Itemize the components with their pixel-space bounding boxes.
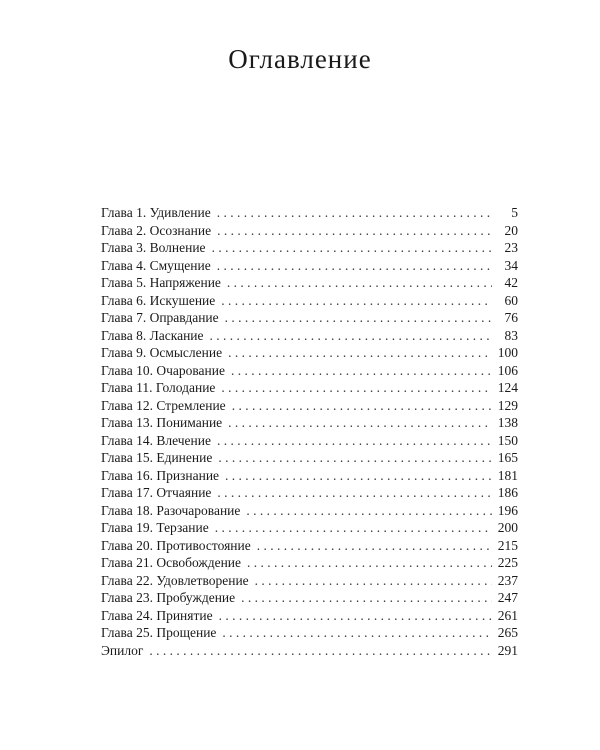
toc-entry	[101, 274, 518, 292]
toc-entry-page: 34	[504, 257, 518, 273]
toc-entry-title: Глава 17. Отчаяние	[101, 485, 212, 500]
toc-entry-title: Эпилог	[101, 642, 144, 658]
toc-entry-page: 83	[504, 327, 518, 343]
toc-entry	[101, 292, 518, 310]
toc-entry-title: Глава 24. Принятие	[101, 607, 213, 623]
toc-entry	[101, 204, 518, 222]
toc-entry-title: Глава 14. Влечение	[101, 432, 211, 448]
toc-entry-title: Глава 13. Понимание	[101, 415, 223, 430]
toc-leader-dots	[225, 309, 492, 327]
toc-entry-title: Глава 23. Пробуждение	[101, 590, 236, 605]
toc-entry-page: 100	[497, 345, 518, 360]
toc-entry	[101, 502, 518, 520]
toc-entry-page: 23	[504, 240, 518, 255]
toc-entry	[101, 257, 518, 275]
toc-leader-dots	[222, 624, 492, 642]
toc-leader-dots	[232, 397, 492, 415]
toc-entry-epilogue	[101, 642, 518, 660]
toc-entry	[101, 239, 518, 257]
page-title: Оглавление	[228, 44, 372, 74]
toc-entry	[101, 519, 518, 537]
toc-entry-title: Глава 16. Признание	[101, 467, 220, 483]
toc-entry-title: Глава 1. Удивление	[101, 205, 211, 220]
toc-entry-page: 200	[497, 520, 518, 535]
toc-entry-title: Глава 20. Противостояние	[101, 537, 251, 553]
toc-entry-title: Глава 15. Единение	[101, 450, 213, 465]
toc-entry	[101, 467, 518, 485]
toc-leader-dots	[227, 274, 492, 292]
toc-entry-page: 291	[497, 642, 518, 658]
toc-leader-dots	[241, 589, 492, 607]
toc-entry	[101, 344, 518, 362]
toc-entry	[101, 624, 518, 642]
toc-leader-dots	[228, 344, 492, 362]
toc-entry	[101, 589, 518, 607]
toc-entry-title: Глава 12. Стремление	[101, 397, 226, 413]
toc-entry-title: Глава 18. Разочарование	[101, 502, 241, 518]
toc-leader-dots	[217, 484, 492, 502]
toc-entry-page: 124	[497, 380, 518, 395]
toc-entry	[101, 222, 518, 240]
toc-leader-dots	[246, 502, 492, 520]
toc-leader-dots	[217, 204, 492, 222]
toc-entry	[101, 362, 518, 380]
toc-entry-page: 265	[497, 625, 518, 640]
toc-entry-title: Глава 11. Голодание	[101, 380, 216, 395]
toc-entry-title: Глава 3. Волнение	[101, 240, 206, 255]
toc-entry-title: Глава 2. Осознание	[101, 222, 212, 238]
toc-entry-page: 60	[504, 292, 518, 308]
toc-leader-dots	[228, 414, 492, 432]
toc-entry-page: 181	[497, 467, 518, 483]
toc-entry-title: Глава 4. Смущение	[101, 257, 211, 273]
toc-entry-title: Глава 21. Освобождение	[101, 555, 242, 570]
toc-entry-title: Глава 19. Терзание	[101, 520, 209, 535]
toc-entry-page: 165	[497, 450, 518, 465]
toc-entry-page: 150	[497, 432, 518, 448]
toc-entry-title: Глава 9. Осмысление	[101, 345, 223, 360]
toc-leader-dots	[217, 257, 492, 275]
toc-entry	[101, 397, 518, 415]
toc-leader-dots	[215, 519, 492, 537]
toc-leader-dots	[257, 537, 492, 555]
toc-leader-dots	[255, 572, 492, 590]
toc-entry	[101, 572, 518, 590]
toc-entry-title: Глава 7. Оправдание	[101, 310, 219, 325]
table-of-contents	[101, 204, 518, 659]
toc-entry-page: 76	[504, 310, 518, 325]
toc-leader-dots	[217, 222, 492, 240]
toc-entry-page: 20	[504, 222, 518, 238]
toc-entry	[101, 432, 518, 450]
toc-entry-page: 106	[497, 362, 518, 378]
toc-entry-title: Глава 10. Очарование	[101, 362, 225, 378]
toc-entry-page: 215	[497, 537, 518, 553]
toc-entry-page: 237	[497, 572, 518, 588]
toc-leader-dots	[212, 239, 492, 257]
toc-entry-page: 196	[497, 502, 518, 518]
toc-entry	[101, 484, 518, 502]
toc-leader-dots	[225, 467, 492, 485]
toc-entry	[101, 607, 518, 625]
toc-entry	[101, 554, 518, 572]
toc-leader-dots	[247, 554, 492, 572]
toc-leader-dots	[149, 642, 492, 660]
toc-leader-dots	[217, 432, 492, 450]
toc-entry	[101, 537, 518, 555]
toc-entry	[101, 414, 518, 432]
toc-entry	[101, 309, 518, 327]
toc-entry-page: 225	[497, 555, 518, 570]
toc-entry-page: 5	[511, 205, 518, 220]
toc-entry-title: Глава 8. Ласкание	[101, 327, 204, 343]
toc-entry	[101, 379, 518, 397]
toc-leader-dots	[221, 292, 492, 310]
toc-entry-title: Глава 22. Удовлетворение	[101, 572, 249, 588]
toc-entry-page: 247	[497, 590, 518, 605]
toc-entry-page: 129	[497, 397, 518, 413]
toc-entry	[101, 327, 518, 345]
toc-entry-title: Глава 25. Прощение	[101, 625, 217, 640]
toc-leader-dots	[231, 362, 492, 380]
toc-entry-page: 186	[497, 485, 518, 500]
toc-entry-title: Глава 6. Искушение	[101, 292, 216, 308]
toc-entry-title: Глава 5. Напряжение	[101, 275, 221, 290]
toc-entry-page: 42	[504, 275, 518, 290]
toc-leader-dots	[210, 327, 492, 345]
toc-entry-page: 261	[497, 607, 518, 623]
toc-leader-dots	[221, 379, 492, 397]
toc-leader-dots	[219, 607, 492, 625]
toc-leader-dots	[218, 449, 492, 467]
toc-entry-page: 138	[497, 415, 518, 430]
toc-entry	[101, 449, 518, 467]
